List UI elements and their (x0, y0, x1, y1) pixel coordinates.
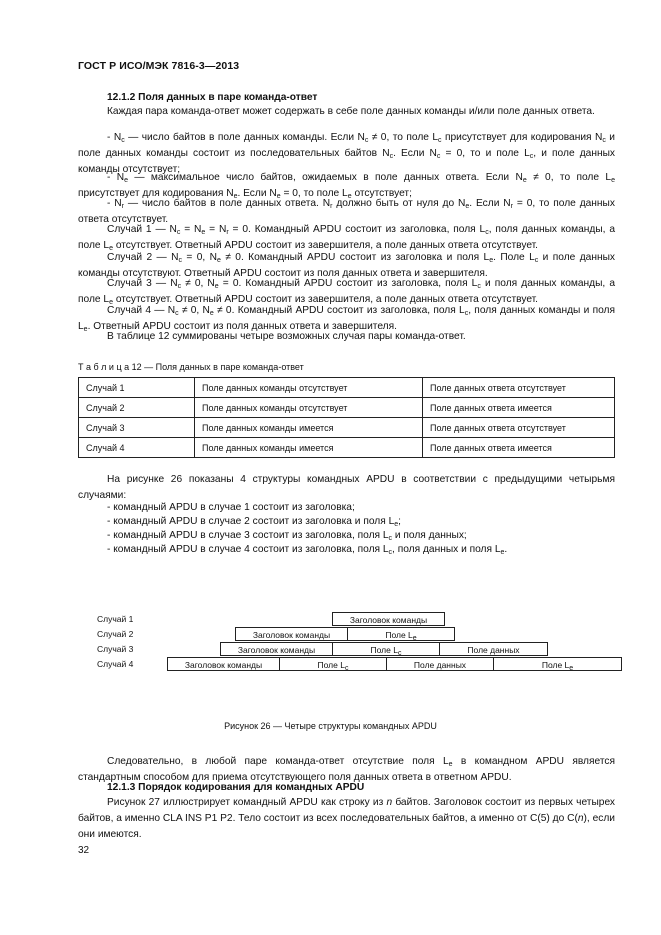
para-case-3: Случай 3 — $N_c \ne 0$, $N_e = 0$. Командный APDU состоит из заголовка, поля $L_c$ и поля данных команды, а поле $L_e$ отсутствует. Ответный APDU состоит из завершителя, а поле данных ответа отсутствует. (78, 278, 616, 306)
le-box: Поле $L_e$ (493, 657, 622, 671)
table-cell: Случай 3 (79, 418, 195, 438)
para-case-1: Случай 1 — $N_c = N_e = N_r = 0$. Командный APDU состоит из заголовка, поля $L_c$, поля данных команды, а поле $L_e$ отсутствует. Ответный APDU состоит из завершителя, а поле данных ответа отсутствует. (78, 224, 616, 252)
table-cell: Поле данных ответа имеется (423, 398, 615, 418)
table-row (79, 418, 615, 438)
section-title-12-1-2: 12.1.2 Поля данных в паре команда-ответ (107, 92, 318, 103)
table-cell: Поле данных ответа отсутствует (423, 378, 615, 398)
page-number: 32 (78, 845, 90, 856)
table-cell: Поле данных ответа имеется (423, 438, 615, 458)
para-intro: Каждая пара команда-ответ может содержать в себе поле данных команды и/или поле данных ответа. (107, 106, 595, 117)
para-conclusion: Следовательно, в любой паре команда-ответ отсутствие поля $L_e$ в командном APDU является стандартным способом для приема отсутствующего поля данных ответа в ответном APDU. (78, 756, 615, 783)
lc-box: Поле $L_c$ (279, 657, 387, 671)
para-case-4: Случай 4 — $N_c \ne 0$, $N_e \ne 0$. Командный APDU состоит из заголовка, поля $L_c$, поля данных команды и поля $L_e$. Ответный APDU состоит из поля данных ответа и завершителя. (78, 305, 616, 333)
figure-caption: Рисунок 26 — Четыре структуры командных APDU (224, 721, 437, 731)
section-title-12-1-3: 12.1.3 Порядок кодирования для командных APDU (107, 782, 365, 793)
table-cell: Поле данных команды отсутствует (195, 398, 423, 418)
lc-box: Поле $L_c$ (332, 642, 440, 656)
fig-list-item: - командный APDU в случае 1 состоит из заголовка; (107, 502, 355, 513)
table-cell: Поле данных команды отсутствует (195, 378, 423, 398)
table-row (79, 438, 615, 458)
table-row (79, 378, 615, 398)
table-row (79, 398, 615, 418)
fig-list-item: - командный APDU в случае 4 состоит из заголовка, поля $L_c$, поля данных и поля $L_e$. (107, 544, 508, 556)
header-box: Заголовок команды (332, 612, 445, 626)
para-case-2: Случай 2 — $N_c = 0$, $N_e \ne 0$. Командный APDU состоит из заголовка и поля $L_e$. Поле $L_c$ и поле данных команды отсутствуют. Ответный APDU состоит из поля данных ответа и завершителя. (78, 252, 616, 279)
data-box: Поле данных (439, 642, 548, 656)
table-cell: Случай 1 (79, 378, 195, 398)
table-cell: Поле данных команды имеется (195, 438, 423, 458)
table-caption: Т а б л и ц а 12 — Поля данных в паре команда-ответ (78, 362, 304, 372)
table-cell: Поле данных команды имеется (195, 418, 423, 438)
header-box: Заголовок команды (235, 627, 348, 641)
figure-row-label: Случай 1 (97, 614, 134, 624)
para-nr: - $N_r$ — число байтов в поле данных ответа. $N_r$ должно быть от нуля до $N_e$. Если $N_r = 0$, то поле данных ответа отсутствует. (78, 198, 615, 225)
table-cell: Случай 2 (79, 398, 195, 418)
para-fig-intro: На рисунке 26 показаны 4 структуры командных APDU в соответствии с предыдущими четырьмя случаями: (78, 474, 615, 501)
fig-list-item: - командный APDU в случае 2 состоит из заголовка и поля $L_e$; (107, 516, 401, 528)
header-box: Заголовок команды (220, 642, 333, 656)
table-12 (78, 377, 615, 458)
fig-list (107, 500, 615, 558)
para-summary: В таблице 12 суммированы четыре возможных случая пары команда-ответ. (107, 331, 466, 342)
running-header: ГОСТ Р ИСО/МЭК 7816-3—2013 (78, 60, 240, 72)
figure-row-label: Случай 4 (97, 659, 134, 669)
header-box: Заголовок команды (167, 657, 280, 671)
para-ne: - $N_e$ — максимальное число байтов, ожидаемых в поле данных ответа. Если $N_e \ne 0$, то поле $L_e$ присутствует для кодирования $N_e$. Если $N_e = 0$, то поле $L_e$ отсутствует; (78, 172, 615, 200)
fig-list-item: - командный APDU в случае 3 состоит из заголовка, поля $L_c$ и поля данных; (107, 530, 467, 542)
table-cell: Случай 4 (79, 438, 195, 458)
figure-row-label: Случай 2 (97, 629, 134, 639)
data-box: Поле данных (386, 657, 494, 671)
para-encoding: Рисунок 27 иллюстрирует командный APDU как строку из n байтов. Заголовок состоит из первых четырех байтов, а именно CLA INS P1 P2. Тело состоит из всех последовательных байтов, а именно от C(5) до C(n), если они имеются. (78, 797, 615, 840)
table-cell: Поле данных ответа отсутствует (423, 418, 615, 438)
para-nc: - $N_c$ — число байтов в поле данных команды. Если $N_c \ne 0$, то поле $L_c$ присутствует для кодирования $N_c$ и поле данных команды состоит из последовательных байтов $N_c$. Если $N_c = 0$, то и поле $L_c$, и поле данных команды отсутствует; (78, 132, 616, 175)
le-box: Поле $L_e$ (347, 627, 455, 641)
figure-row-label: Случай 3 (97, 644, 134, 654)
